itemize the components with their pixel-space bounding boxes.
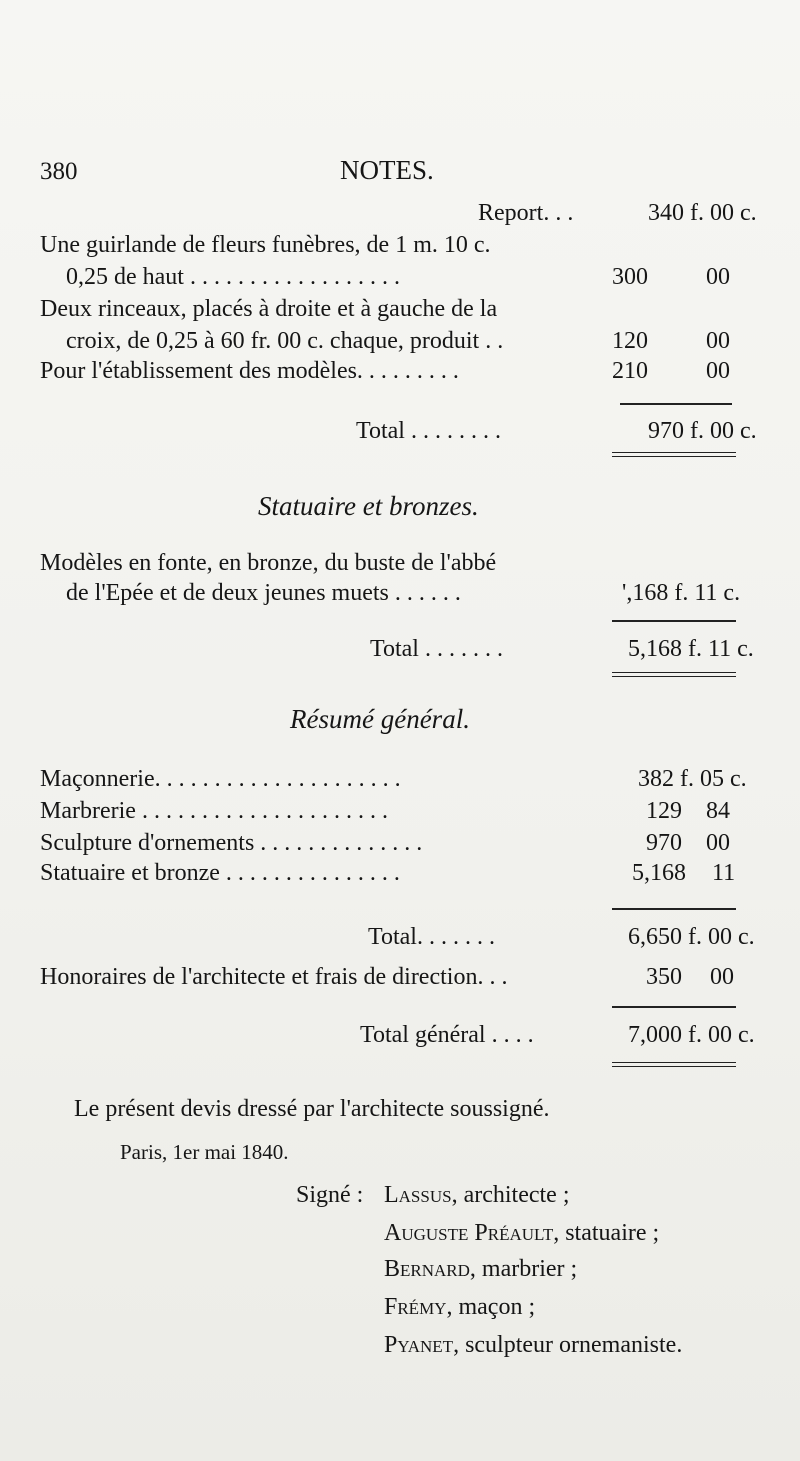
report-amount: 340 f. 00 c. (648, 200, 757, 226)
sum-rule (612, 1006, 736, 1008)
place-date: Paris, 1er mai 1840. (120, 1140, 289, 1164)
item-line: Pour l'établissement des modèles. . . . . . . . . (40, 358, 459, 384)
grand-total-amount: 7,000 f. 00 c. (628, 1022, 755, 1048)
sum-rule (620, 403, 732, 405)
fees-label: Honoraires de l'architecte et frais de direction. . . (40, 964, 508, 990)
summary-amount: 129 (646, 798, 682, 824)
signatory-name: Auguste Préault (384, 1220, 554, 1246)
signatory (384, 1292, 535, 1322)
total-amount: 970 f. 00 c. (648, 418, 757, 444)
item-cents: 00 (706, 328, 730, 354)
item-line: Modèles en fonte, en bronze, du buste de l'abbé (40, 550, 497, 576)
signatory-name: Frémy (384, 1294, 447, 1320)
signatory-role: , marbrier ; (469, 1256, 578, 1282)
summary-amount: 5,168 (632, 860, 686, 886)
closing-statement: Le présent devis dressé par l'architecte soussigné. (74, 1096, 550, 1122)
item-cents: 00 (706, 264, 730, 290)
signatory-role: , statuaire ; (553, 1220, 660, 1246)
total-label: Total . . . . . . . (370, 636, 503, 662)
item-line: Deux rinceaux, placés à droite et à gauche de la (40, 296, 498, 322)
signatory-role: , maçon ; (446, 1294, 536, 1320)
fees-amount: 350 (646, 964, 682, 990)
summary-cents: 00 (706, 830, 730, 856)
item-line: croix, de 0,25 à 60 fr. 00 c. chaque, produit . . (66, 328, 504, 354)
signatory-role: , architecte ; (451, 1182, 570, 1208)
signatory-role: , sculpteur ornemaniste. (453, 1332, 683, 1358)
section-title: Résumé général. (290, 704, 470, 734)
running-title: NOTES. (340, 155, 434, 185)
signatory-name: Lassus (384, 1182, 452, 1208)
item-amount: 120 (612, 328, 648, 354)
total-label: Total . . . . . . . . (356, 418, 501, 444)
signatory (384, 1330, 682, 1360)
item-amount: 210 (612, 358, 648, 384)
item-line: de l'Epée et de deux jeunes muets . . . . . . (66, 580, 461, 606)
item-amount: ',168 f. 11 c. (622, 580, 741, 606)
page-number: 380 (40, 158, 78, 185)
total-amount: 5,168 f. 11 c. (628, 636, 754, 662)
fees-cents: 00 (710, 964, 734, 990)
signatory-name: Bernard (384, 1256, 470, 1282)
summary-cents: 84 (706, 798, 730, 824)
sum-rule (612, 908, 736, 910)
total-label: Total. . . . . . . (368, 924, 495, 950)
summary-cents: 11 (712, 860, 736, 886)
summary-label: Statuaire et bronze . . . . . . . . . . . . . . . (40, 860, 400, 886)
section-title: Statuaire et bronzes. (258, 491, 479, 521)
grand-total-label: Total général . . . . (360, 1022, 534, 1048)
item-line: 0,25 de haut . . . . . . . . . . . . . . . . . . (66, 264, 400, 290)
summary-amount: 970 (646, 830, 682, 856)
signatory-name: Pyanet (384, 1332, 454, 1358)
signatory (384, 1254, 577, 1284)
report-label: Report. . . (478, 200, 574, 226)
item-amount: 300 (612, 264, 648, 290)
signatory (384, 1180, 570, 1210)
signed-label: Signé : (296, 1182, 364, 1208)
summary-label: Sculpture d'ornements . . . . . . . . . . . . . . (40, 830, 423, 856)
double-rule (612, 672, 736, 677)
double-rule (612, 452, 736, 457)
sum-rule (612, 620, 736, 622)
item-line: Une guirlande de fleurs funèbres, de 1 m. 10 c. (40, 232, 491, 258)
total-amount: 6,650 f. 00 c. (628, 924, 755, 950)
summary-label: Maçonnerie. . . . . . . . . . . . . . . . . . . . . (40, 766, 401, 792)
signatory (384, 1218, 659, 1248)
summary-amount: 382 f. 05 c. (638, 766, 747, 792)
item-cents: 00 (706, 358, 730, 384)
summary-label: Marbrerie . . . . . . . . . . . . . . . . . . . . . (40, 798, 388, 824)
double-rule (612, 1062, 736, 1067)
